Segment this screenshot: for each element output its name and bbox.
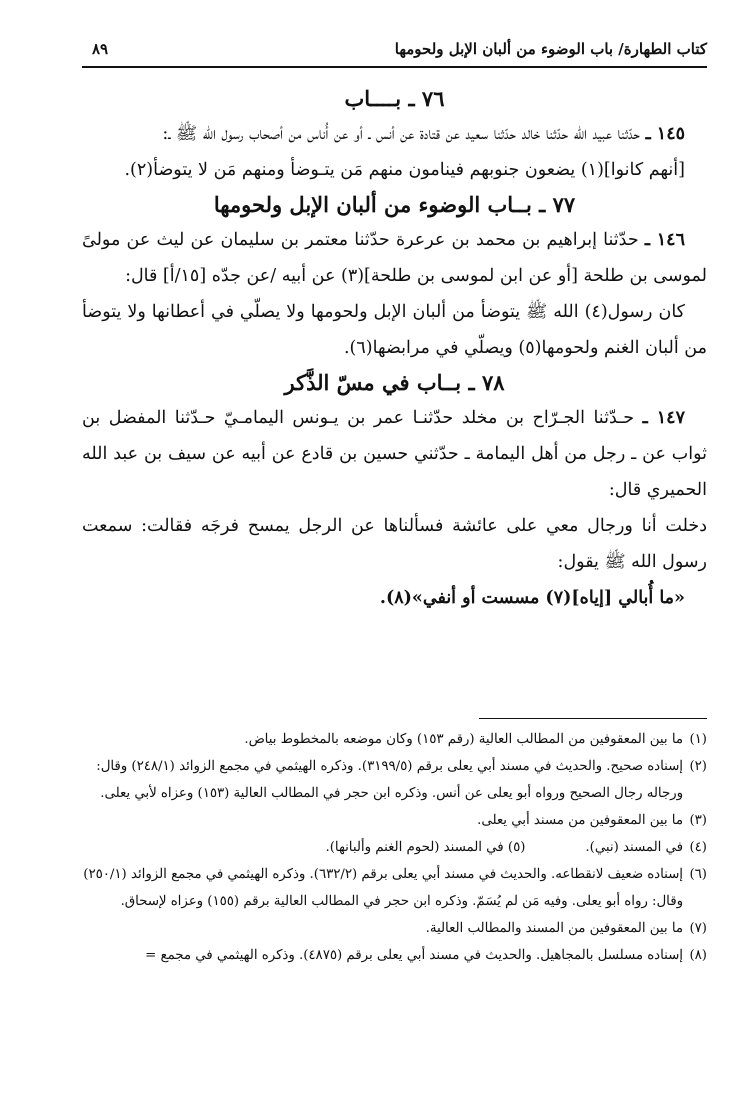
page-header: [82, 36, 707, 66]
footnote-text: إسناده صحيح. والحديث في مسند أبي يعلى برقم (٣١٩٩/٥). وذكره الهيثمي في مجمع الزوائد (٢٤٨/١) وقال: ورجاله رجال الصحيح ورواه أبو يعلى عن أنس. وذكره ابن حجر في المطالب العالية (١٥٣) وعزاه لأبي يعلى.: [96, 759, 683, 801]
hadith-146-isnad: [82, 222, 707, 294]
footnote-1: [82, 726, 707, 753]
chapter-heading-76: ٧٦ ـ بــــاب: [344, 86, 445, 111]
page-number: ٨٩: [92, 40, 109, 58]
header-divider: [82, 66, 707, 68]
running-title: كتاب الطهارة/ باب الوضوء من ألبان الإبل ولحومها: [394, 40, 707, 58]
hadith-number: ١٤٦ ـ: [644, 230, 685, 250]
footnote-mark: (٣): [689, 813, 707, 828]
footnote-text: في المسند (لحوم الغنم وألبانها).: [325, 840, 504, 855]
footnote-text: ما بين المعقوفين من مسند أبي يعلى.: [477, 813, 683, 828]
footnote-mark: (٧): [689, 921, 707, 936]
hadith-147-narration: دخلت أنا ورجال معي على عائشة فسألناها عن الرجل يمسح فرجَه فقالت: سمعت رسول الله ﷺ يقول:: [82, 516, 707, 572]
hadith-number: ١٤٥ ـ: [645, 124, 685, 144]
hadith-147-matn: «ما أُبالي [إياه](٧) مسست أو أنفي»(٨).: [379, 588, 685, 608]
footnote-7: [82, 915, 707, 942]
footnote-mark: (٥): [507, 840, 526, 855]
footnote-text: ما بين المعقوفين من المطالب العالية (رقم ١٥٣) وكان موضعه بالمخطوط بياض.: [244, 732, 683, 747]
main-text: [82, 82, 707, 616]
hadith-146-matn: كان رسول(٤) الله ﷺ يتوضأ من ألبان الإبل ولحومها ولا يصلّي في أعطانها ولا يتوضأ من ألبان الغنم ولحومها(٥) ويصلّي في مرابضها(٦).: [82, 302, 707, 358]
footnote-6: [82, 861, 707, 915]
footnote-3: [82, 807, 707, 834]
footnote-text: في المسند (نبي).: [585, 840, 683, 855]
footnote-text: إسناده مسلسل بالمجاهيل. والحديث في مسند أبي يعلى برقم (٤٨٧٥). وذكره الهيثمي في مجمع =: [145, 948, 683, 963]
chapter-heading-78: ٧٨ ـ بــاب في مسّ الذَّكر: [284, 370, 505, 395]
hadith-text: حـدّثنا الجـرّاح بن مخلد حدّثنـا عمر بن يـونس اليمامـيّ حـدّثنا المفضل بن ثواب عن ـ رجل من أهل اليمامة ـ حدّثني حسين بن قادع عن أبيه عن سيف بن عبد الله الحميري قال:: [82, 408, 707, 500]
footnote-8: [82, 942, 707, 969]
footnotes-divider: [479, 718, 707, 719]
footnote-2: [82, 753, 707, 807]
footnote-4-5: [82, 834, 707, 861]
footnote-mark: (٦): [689, 867, 707, 882]
hadith-145-matn: [أنهم كانوا](١) يضعون جنوبهم فينامون منهم مَن يتـوضأ ومنهم مَن لا يتوضأ(٢).: [124, 160, 685, 180]
hadith-number: ١٤٧ ـ: [642, 408, 685, 428]
footnote-mark: (٨): [689, 948, 707, 963]
hadith-145-isnad: [82, 116, 707, 152]
chapter-heading-77: ٧٧ ـ بــاب الوضوء من ألبان الإبل ولحومها: [213, 192, 576, 217]
footnote-text: ما بين المعقوفين من المسند والمطالب العالية.: [425, 921, 683, 936]
footnotes: [82, 726, 707, 969]
hadith-147-isnad: [82, 400, 707, 508]
hadith-text: حدّثنا عبيد الله حدّثنا خالد حدّثنا سعيد عن قتادة عن أنس ـ أو عن أُناس من أصحاب رسول الله ﷺ ـ:: [162, 124, 640, 144]
footnote-mark: (٢): [689, 759, 707, 774]
hadith-text: حدّثنا إبراهيم بن محمد بن عرعرة حدّثنا معتمر بن سليمان عن ليث عن مولىً لموسى بن طلحة [أو عن ابن لموسى بن طلحة](٣) عن أبيه /عن جدّه [١٥/أ] قال:: [82, 230, 707, 286]
footnote-mark: (١): [689, 732, 707, 747]
footnote-text: إسناده ضعيف لانقطاعه. والحديث في مسند أبي يعلى برقم (٦٣٢/٢). وذكره الهيثمي في مجمع الزوائد (٢٥٠/١) وقال: رواه أبو يعلى. وفيه مَن لم يُسَمّ. وذكره ابن حجر في المطالب العالية برقم (١٥٥) وعزاه لإسحاق.: [83, 867, 683, 909]
footnote-mark: (٤): [689, 840, 707, 855]
